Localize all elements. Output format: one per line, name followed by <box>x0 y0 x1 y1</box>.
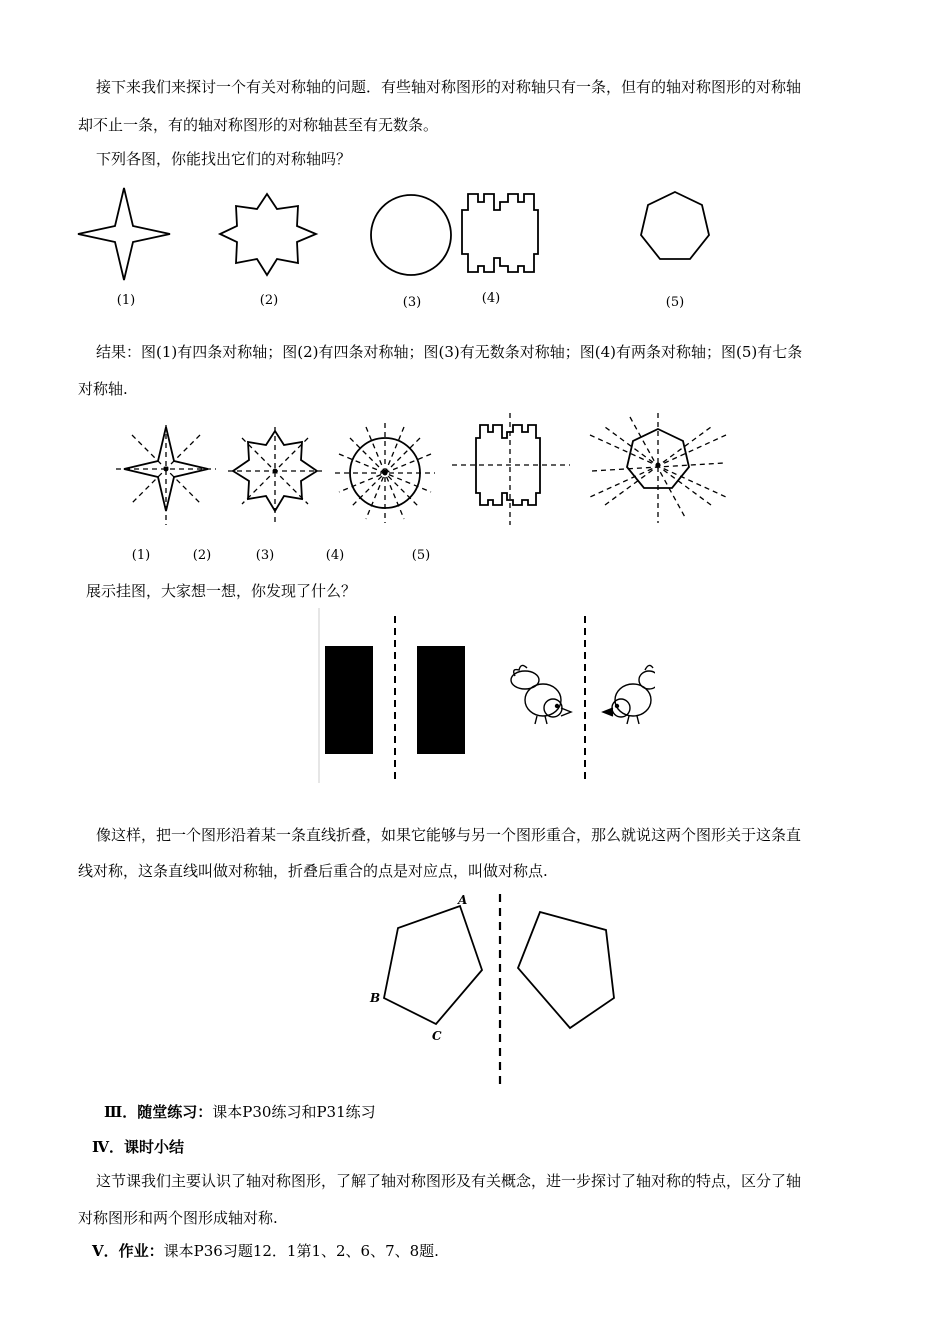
intro-question: 下列各图，你能找出它们的对称轴吗？ <box>96 150 352 168</box>
section-5-text: 课本P36习题12．1第1、2、6、7、8题. <box>163 1242 439 1260</box>
axes-label-1: (1) <box>131 548 151 563</box>
shape-label-3: (3) <box>402 295 422 310</box>
section-3 <box>104 1101 376 1122</box>
section-3-heading: Ⅲ．随堂练习： <box>104 1103 213 1121</box>
shapes-figure <box>70 182 750 317</box>
section-5-heading: Ⅴ．作业： <box>92 1242 164 1260</box>
axes-label-2: (2) <box>192 548 212 563</box>
circle-shape <box>371 195 451 275</box>
definition-line-2: 线对称，这条直线叫做对称轴，折叠后重合的点是对应点，叫做对称点. <box>78 862 548 880</box>
pentagons-figure <box>362 890 632 1095</box>
shape-label-4: (4) <box>481 291 501 306</box>
vertex-label-a: A <box>458 893 468 907</box>
show-text: 展示挂图，大家想一想，你发现了什么？ <box>86 582 357 600</box>
section-5 <box>92 1240 439 1261</box>
vertex-label-c: C <box>432 1029 442 1043</box>
shape-label-2: (2) <box>259 293 279 308</box>
eight-point-star-shape <box>220 194 316 275</box>
wall-chart-figure <box>315 608 655 788</box>
summary-line-2: 对称图形和两个图形成轴对称. <box>78 1209 278 1227</box>
shape-label-5: (5) <box>665 295 685 310</box>
left-black-rectangle <box>325 646 373 754</box>
symmetry-axes-figure <box>110 405 740 570</box>
section-4-heading: Ⅳ．课时小结 <box>92 1138 185 1156</box>
right-black-rectangle <box>417 646 465 754</box>
axes-label-4: (4) <box>325 548 345 563</box>
puzzle-shape <box>462 194 538 272</box>
left-bird-drawing <box>511 665 571 724</box>
section-3-text: 课本P30练习和P31练习 <box>212 1103 376 1121</box>
right-pentagon <box>518 912 614 1028</box>
heptagon-shape <box>641 192 709 259</box>
axes-label-3: (3) <box>255 548 275 563</box>
axes-label-5: (5) <box>411 548 431 563</box>
result-line-1: 结果：图(1)有四条对称轴；图(2)有四条对称轴；图(3)有无数条对称轴；图(4)有两条对称轴；图(5)有七条 <box>96 343 803 361</box>
shape-label-1: (1) <box>116 293 136 308</box>
right-bird-drawing <box>603 665 655 724</box>
vertex-label-b: B <box>370 991 381 1005</box>
summary-line-1: 这节课我们主要认识了轴对称图形，了解了轴对称图形及有关概念，进一步探讨了轴对称的特点，区分了轴 <box>96 1172 802 1190</box>
result-line-2: 对称轴. <box>78 380 128 398</box>
intro-line-2: 却不止一条，有的轴对称图形的对称轴甚至有无数条。 <box>78 116 439 134</box>
four-point-star-shape <box>78 188 170 280</box>
definition-line-1: 像这样，把一个图形沿着某一条直线折叠，如果它能够与另一个图形重合，那么就说这两个图形关于这条直 <box>96 826 802 844</box>
left-pentagon <box>384 906 482 1024</box>
intro-line-1: 接下来我们来探讨一个有关对称轴的问题．有些轴对称图形的对称轴只有一条，但有的轴对称图形的对称轴 <box>96 78 802 96</box>
